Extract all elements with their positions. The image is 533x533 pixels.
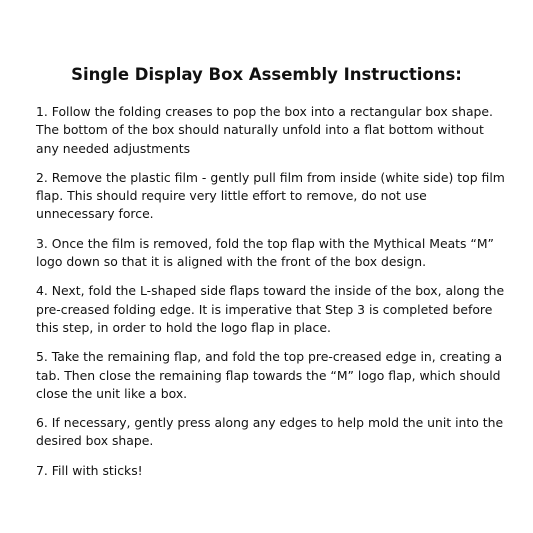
step-4: 4. Next, fold the L-shaped side flaps toward the inside of the box, along the pre-creased folding edge. It is imperative that Step 3 is completed before this step, in order to hold the logo flap in place.	[36, 283, 505, 335]
step-7: 7. Fill with sticks!	[36, 462, 143, 478]
step-6: 6. If necessary, gently press along any edges to help mold the unit into the desired box shape.	[36, 415, 504, 449]
step-3: 3. Once the film is removed, fold the top flap with the Mythical Meats “M” logo down so that it is aligned with the front of the box design.	[36, 235, 494, 270]
step-1: 1. Follow the folding creases to pop the box into a rectangular box shape. The bottom of the box should naturally unfold into a flat bottom without any needed adjustments	[36, 104, 493, 156]
step-2: 2. Remove the plastic film - gently pull film from inside (white side) top film flap. This should require very little effort to remove, do not use unnecessary force.	[36, 169, 505, 222]
step-5: 5. Take the remaining flap, and fold the top pre-creased edge in, creating a tab. Then close the remaining flap towards the “M” logo flap, which should close the unit like a box.	[36, 349, 503, 401]
page-title: Single Display Box Assembly Instructions:	[71, 65, 462, 84]
instruction-steps	[36, 103, 506, 491]
